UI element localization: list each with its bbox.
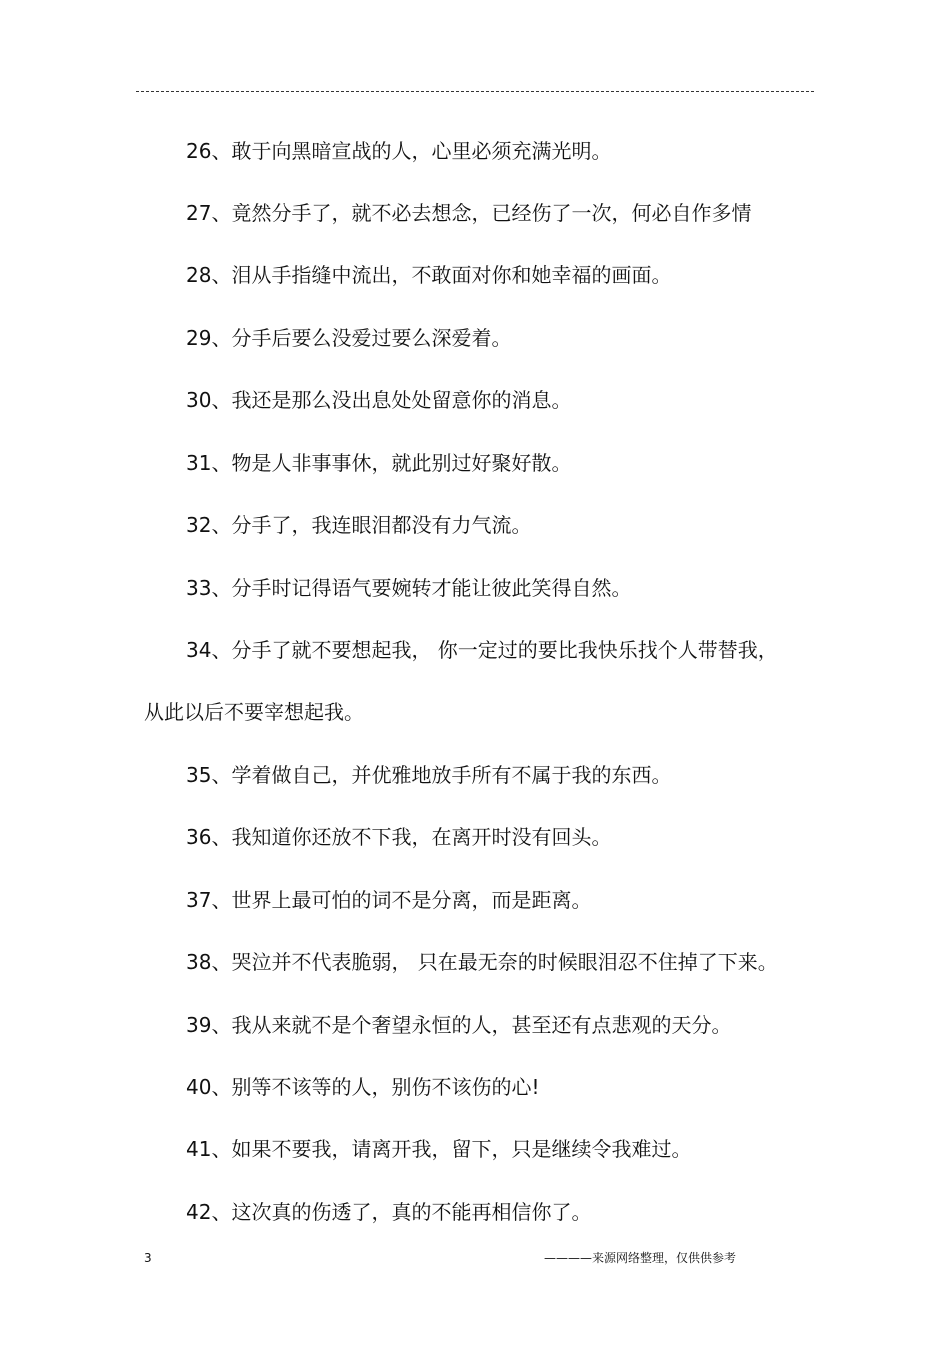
quote-line-34-continued: 从此以后不要宰想起我。 — [144, 700, 364, 724]
quote-line-32: 32、分手了，我连眼泪都没有力气流。 — [186, 513, 532, 537]
quote-line-27: 27、竟然分手了，就不必去想念，已经伤了一次，何必自作多情 — [186, 201, 752, 225]
source-note: ————来源网络整理，仅供供参考 — [544, 1251, 737, 1265]
page-number: 3 — [144, 1251, 152, 1265]
quote-line-40: 40、别等不该等的人，别伤不该伤的心! — [186, 1075, 540, 1099]
quote-line-41: 41、如果不要我，请离开我，留下，只是继续令我难过。 — [186, 1137, 692, 1161]
quote-line-35: 35、学着做自己，并优雅地放手所有不属于我的东西。 — [186, 763, 672, 787]
header-divider — [136, 91, 814, 92]
quote-line-37: 37、世界上最可怕的词不是分离，而是距离。 — [186, 888, 592, 912]
quote-line-39: 39、我从来就不是个奢望永恒的人，甚至还有点悲观的天分。 — [186, 1013, 732, 1037]
quote-line-36: 36、我知道你还放不下我，在离开时没有回头。 — [186, 825, 612, 849]
quote-line-30: 30、我还是那么没出息处处留意你的消息。 — [186, 388, 572, 412]
quote-line-38: 38、哭泣并不代表脆弱， 只在最无奈的时候眼泪忍不住掉了下来。 — [186, 950, 778, 974]
quote-line-26: 26、敢于向黑暗宣战的人，心里必须充满光明。 — [186, 139, 612, 163]
quote-line-29: 29、分手后要么没爱过要么深爱着。 — [186, 326, 512, 350]
quote-line-34: 34、分手了就不要想起我， 你一定过的要比我快乐找个人带替我， — [186, 638, 778, 662]
quote-line-31: 31、物是人非事事休，就此别过好聚好散。 — [186, 451, 572, 475]
quote-line-42: 42、这次真的伤透了，真的不能再相信你了。 — [186, 1200, 592, 1224]
quote-line-28: 28、泪从手指缝中流出，不敢面对你和她幸福的画面。 — [186, 263, 672, 287]
quote-line-33: 33、分手时记得语气要婉转才能让彼此笑得自然。 — [186, 576, 632, 600]
